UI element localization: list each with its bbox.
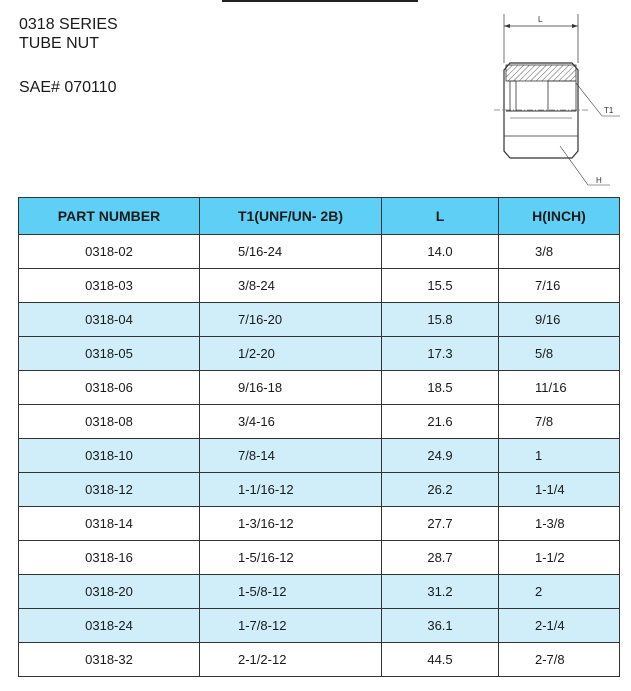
t1-cell: 1-5/8-12 [200,575,382,609]
series-label: 0318 SERIES [19,16,118,33]
dimension-h-label: H [596,176,602,185]
table-row [19,609,620,643]
product-title [19,15,118,53]
h-cell: 1-1/2 [499,541,620,575]
t1-cell: 1-7/8-12 [200,609,382,643]
t1-cell: 3/4-16 [200,405,382,439]
h-cell: 9/16 [499,303,620,337]
t1-cell: 7/8-14 [200,439,382,473]
table-row [19,541,620,575]
h-cell: 7/16 [499,269,620,303]
table-row [19,235,620,269]
l-cell: 14.0 [382,235,499,269]
part-number-cell: 0318-32 [19,643,200,677]
top-rule [222,0,418,2]
h-cell: 7/8 [499,405,620,439]
t1-cell: 1/2-20 [200,337,382,371]
sae-number: SAE# 070110 [19,79,117,96]
t1-cell: 1-5/16-12 [200,541,382,575]
part-number-cell: 0318-04 [19,303,200,337]
part-number-cell: 0318-06 [19,371,200,405]
part-number-cell: 0318-12 [19,473,200,507]
l-cell: 18.5 [382,371,499,405]
t1-cell: 7/16-20 [200,303,382,337]
column-header-t1: T1(UNF/UN- 2B) [200,198,382,235]
l-cell: 31.2 [382,575,499,609]
l-cell: 15.8 [382,303,499,337]
product-name: TUBE NUT [19,35,99,52]
l-cell: 28.7 [382,541,499,575]
column-header-part-number: PART NUMBER [19,198,200,235]
dimension-t1-label: T1 [604,106,614,115]
l-cell: 17.3 [382,337,499,371]
part-number-cell: 0318-24 [19,609,200,643]
l-cell: 44.5 [382,643,499,677]
l-cell: 24.9 [382,439,499,473]
part-number-cell: 0318-05 [19,337,200,371]
column-header-h: H(INCH) [499,198,620,235]
part-number-cell: 0318-14 [19,507,200,541]
h-cell: 5/8 [499,337,620,371]
table-row [19,405,620,439]
h-cell: 11/16 [499,371,620,405]
t1-cell: 2-1/2-12 [200,643,382,677]
t1-cell: 1-1/16-12 [200,473,382,507]
h-cell: 1 [499,439,620,473]
table-row [19,473,620,507]
column-header-l: L [382,198,499,235]
table-row [19,337,620,371]
h-cell: 2-7/8 [499,643,620,677]
l-cell: 36.1 [382,609,499,643]
t1-cell: 9/16-18 [200,371,382,405]
l-cell: 26.2 [382,473,499,507]
part-number-cell: 0318-16 [19,541,200,575]
part-number-cell: 0318-02 [19,235,200,269]
tube-nut-drawing [490,8,625,193]
t1-cell: 3/8-24 [200,269,382,303]
part-number-cell: 0318-08 [19,405,200,439]
table-row [19,643,620,677]
h-cell: 2-1/4 [499,609,620,643]
h-cell: 3/8 [499,235,620,269]
table-row [19,371,620,405]
table-row [19,507,620,541]
table-row [19,303,620,337]
dimension-l-label: L [538,15,543,24]
t1-cell: 5/16-24 [200,235,382,269]
l-cell: 27.7 [382,507,499,541]
t1-cell: 1-3/16-12 [200,507,382,541]
part-number-cell: 0318-03 [19,269,200,303]
table-row [19,575,620,609]
part-number-cell: 0318-10 [19,439,200,473]
spec-table [18,197,620,677]
h-cell: 2 [499,575,620,609]
table-row [19,439,620,473]
h-cell: 1-1/4 [499,473,620,507]
table-header-row [19,198,620,235]
part-number-cell: 0318-20 [19,575,200,609]
table-row [19,269,620,303]
l-cell: 21.6 [382,405,499,439]
h-cell: 1-3/8 [499,507,620,541]
l-cell: 15.5 [382,269,499,303]
